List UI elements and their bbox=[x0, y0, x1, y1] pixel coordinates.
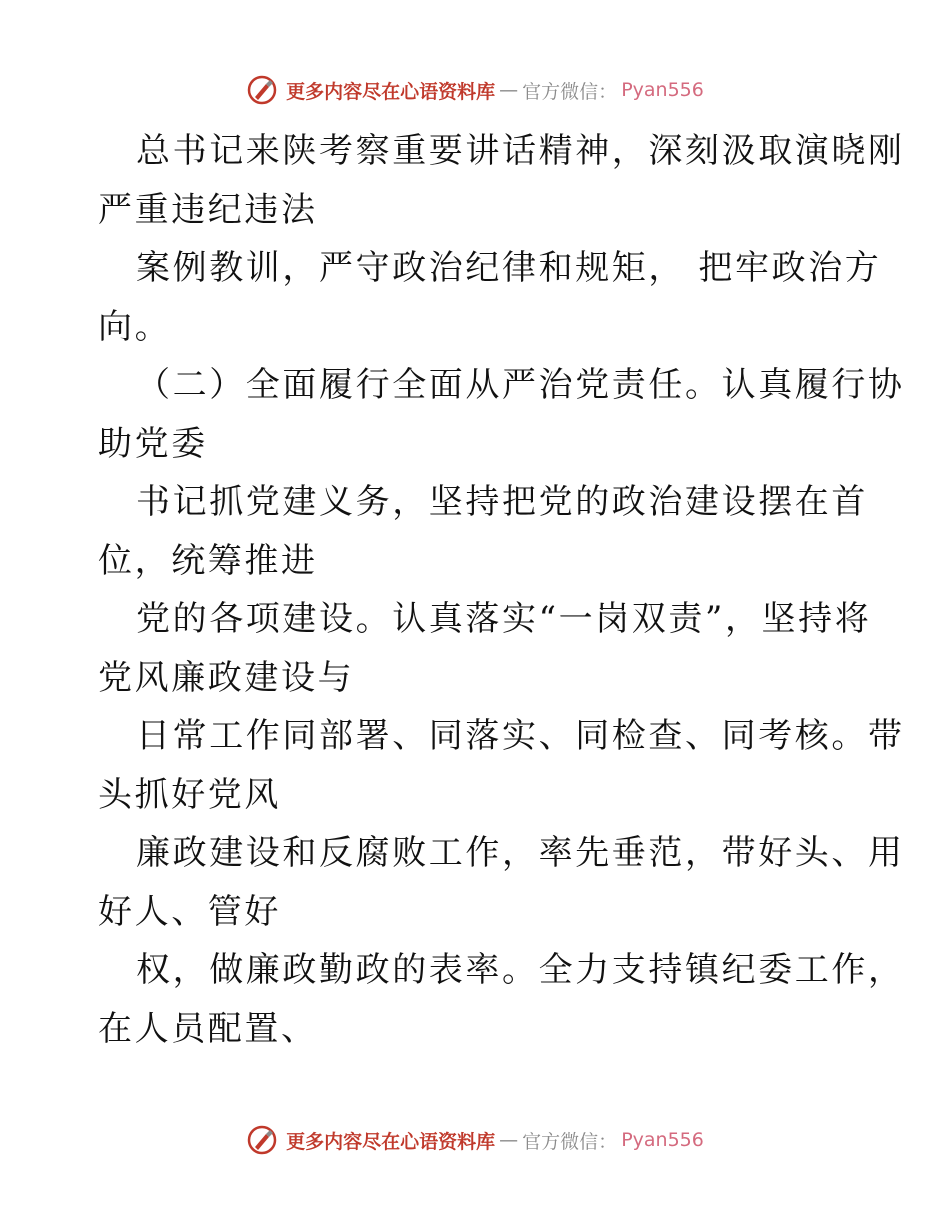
text-line: 党风廉政建设与 bbox=[98, 657, 355, 698]
text-line: 助党委 bbox=[98, 423, 208, 464]
watermark-dash: — bbox=[499, 79, 519, 101]
text-line: 严重违纪违法 bbox=[98, 189, 318, 230]
watermark-site-name: 更多内容尽在心语资料库 bbox=[286, 80, 496, 103]
text-line: 头抓好党风 bbox=[98, 774, 281, 815]
watermark-site-name: 更多内容尽在心语资料库 bbox=[286, 1130, 496, 1153]
text-line: （二）全面履行全面从严治党责任。认真履行协 bbox=[136, 365, 905, 405]
text-line: 位，统筹推进 bbox=[98, 540, 318, 581]
text-line: 日常工作同部署、同落实、同检查、同考核。带 bbox=[136, 716, 905, 756]
watermark-wechat-id: Pyan556 bbox=[621, 79, 704, 101]
text-line: 书记抓党建义务，坚持把党的政治建设摆在首 bbox=[136, 482, 868, 522]
pen-circle-logo-icon bbox=[246, 74, 278, 106]
text-line: 党的各项建设。认真落实“一岗双责”，坚持将 bbox=[136, 599, 872, 639]
text-line: 好人、管好 bbox=[98, 891, 281, 932]
text-line: 总书记来陕考察重要讲话精神，深刻汲取演晓刚 bbox=[136, 131, 905, 171]
watermark-dash: — bbox=[499, 1129, 519, 1151]
watermark-wechat-label: 官方微信： bbox=[522, 80, 618, 103]
text-line: 案例教训，严守政治纪律和规矩， 把牢政治方 bbox=[136, 248, 882, 288]
document-body bbox=[98, 122, 905, 1058]
text-line: 廉政建设和反腐败工作，率先垂范，带好头、用 bbox=[136, 833, 905, 873]
text-line: 权，做廉政勤政的表率。全力支持镇纪委工作， bbox=[136, 950, 905, 990]
text-line: 在人员配置、 bbox=[98, 1008, 318, 1049]
watermark-wechat-label: 官方微信： bbox=[522, 1130, 618, 1153]
watermark-wechat-id: Pyan556 bbox=[621, 1129, 704, 1151]
header-watermark bbox=[0, 70, 950, 110]
pen-circle-logo-icon bbox=[246, 1124, 278, 1156]
footer-watermark bbox=[0, 1120, 950, 1160]
text-line: 向。 bbox=[98, 306, 172, 347]
